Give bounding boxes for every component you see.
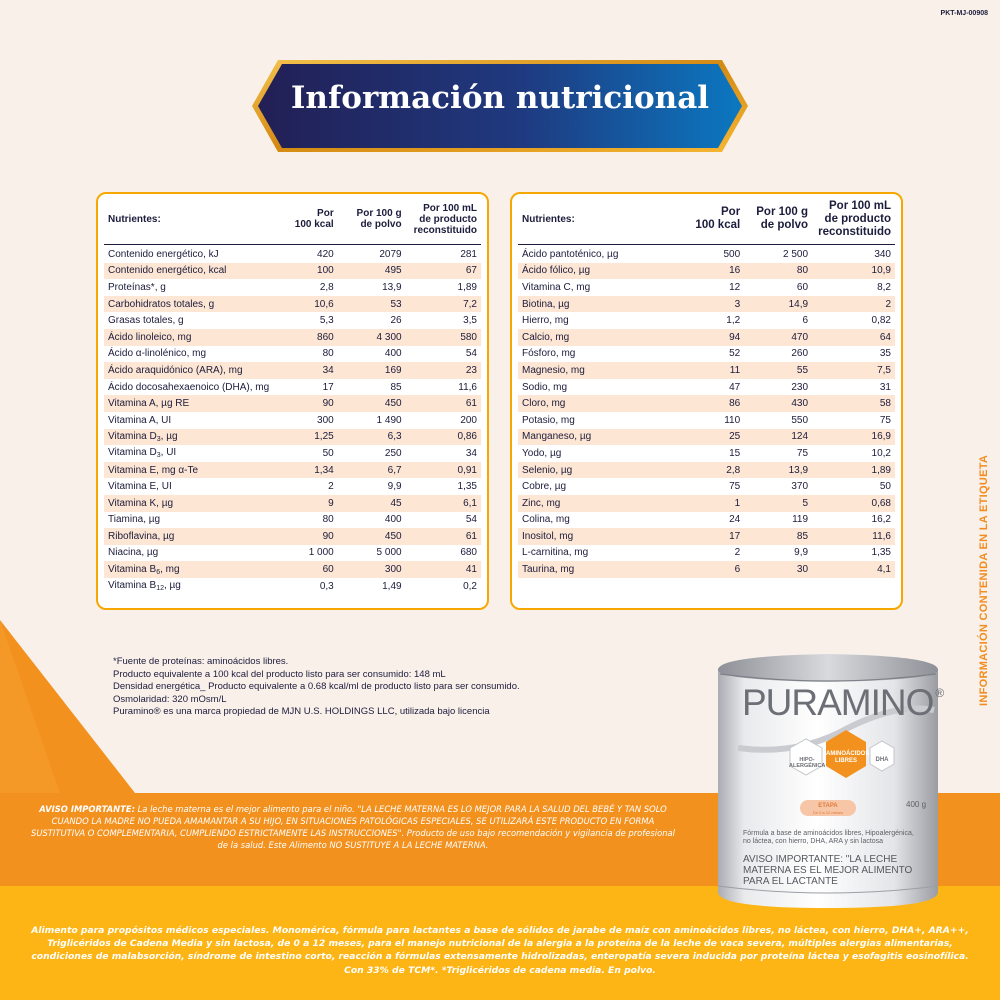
nutrient-value: 400 <box>338 346 406 363</box>
table-row <box>518 346 895 363</box>
nutrient-value: 10,2 <box>812 445 895 462</box>
nutrient-value: 2 <box>812 296 895 313</box>
nutrient-value: 86 <box>684 395 744 412</box>
nutrient-value: 9,9 <box>744 545 812 562</box>
nutrient-value: 34 <box>406 445 481 462</box>
table-row <box>518 395 895 412</box>
nutrient-value: 60 <box>744 279 812 296</box>
nutrient-value: 15 <box>684 445 744 462</box>
nutrient-value: 100 <box>277 263 337 280</box>
nutrient-value: 3 <box>684 296 744 313</box>
nutrient-value: 6,1 <box>406 495 481 512</box>
nutrient-name: Taurina, mg <box>518 561 684 578</box>
nutrient-value: 450 <box>338 395 406 412</box>
nutrient-name: Carbohidratos totales, g <box>104 296 277 313</box>
footnote: Osmolaridad: 320 mOsm/L <box>113 693 227 705</box>
col-header-per-100ml: Por 100 mL de producto reconstituido <box>406 194 481 245</box>
nutrient-name: Ácido linoleico, mg <box>104 329 277 346</box>
nutrient-value: 80 <box>277 346 337 363</box>
table-row <box>104 578 481 595</box>
nutrient-value: 52 <box>684 346 744 363</box>
nutrient-value: 470 <box>744 329 812 346</box>
nutrient-name: Biotina, µg <box>518 296 684 313</box>
footnotes <box>113 656 520 719</box>
nutrient-value: 14,9 <box>744 296 812 313</box>
table-row <box>104 379 481 396</box>
table-row <box>104 263 481 280</box>
nutrient-value: 1,35 <box>406 478 481 495</box>
nutrient-name: Manganeso, µg <box>518 429 684 446</box>
nutrient-value: 860 <box>277 329 337 346</box>
table-row <box>104 312 481 329</box>
nutrient-value: 26 <box>338 312 406 329</box>
nutrient-name: Colina, mg <box>518 512 684 529</box>
nutrient-value: 58 <box>812 395 895 412</box>
can-warning: AVISO IMPORTANTE: "LA LECHE MATERNA ES EL MEJOR ALIMENTO PARA EL LACTANTE <box>743 854 913 887</box>
nutrient-value: 550 <box>744 412 812 429</box>
footnote: Densidad energética_ Producto equivalente a 0.68 kcal/ml de producto listo para ser consumido. <box>113 681 520 692</box>
nutrient-value: 50 <box>812 478 895 495</box>
nutrient-value: 10,9 <box>812 263 895 280</box>
nutrient-name: Ácido araquidónico (ARA), mg <box>104 362 277 379</box>
table-row <box>518 545 895 562</box>
nutrient-name: Proteínas*, g <box>104 279 277 296</box>
nutrient-value: 281 <box>406 245 481 263</box>
dha-badge: DHA <box>875 757 889 763</box>
col-header-per-100kcal: Por 100 kcal <box>684 194 744 245</box>
nutrient-value: 54 <box>406 512 481 529</box>
table-row <box>518 561 895 578</box>
nutrient-value: 75 <box>744 445 812 462</box>
nutrient-value: 2 <box>684 545 744 562</box>
can-stage-label: ETAPA <box>818 803 838 809</box>
nutrient-name: Vitamina $B_{12}$, µg <box>104 578 277 595</box>
nutrient-value: 680 <box>406 545 481 562</box>
nutrient-value: 1,35 <box>812 545 895 562</box>
col-header-nutrients: Nutrientes: <box>104 194 277 245</box>
nutrient-value: 580 <box>406 329 481 346</box>
nutrient-name: Magnesio, mg <box>518 362 684 379</box>
nutrient-name: Contenido energético, kcal <box>104 263 277 280</box>
nutrient-name: Yodo, µg <box>518 445 684 462</box>
nutrient-name: Fósforo, mg <box>518 346 684 363</box>
nutrient-value: 17 <box>277 379 337 396</box>
nutrient-value: 124 <box>744 429 812 446</box>
table-row <box>104 495 481 512</box>
nutrient-value: 45 <box>338 495 406 512</box>
nutrient-name: Zinc, mg <box>518 495 684 512</box>
nutrient-value: 35 <box>812 346 895 363</box>
nutrient-value: 12 <box>684 279 744 296</box>
table-row <box>104 346 481 363</box>
table-row <box>518 379 895 396</box>
table-row <box>518 445 895 462</box>
nutrient-value: 25 <box>684 429 744 446</box>
nutrient-name: Potasio, mg <box>518 412 684 429</box>
table-row <box>518 495 895 512</box>
hypoallergenic-badge: HIPO- ALERGÉNICA <box>789 757 826 769</box>
nutrient-value: 260 <box>744 346 812 363</box>
nutrient-value: 16,9 <box>812 429 895 446</box>
nutrient-value: 60 <box>277 561 337 578</box>
nutrient-value: 64 <box>812 329 895 346</box>
nutrient-value: 1,49 <box>338 578 406 595</box>
nutrient-value: 2,8 <box>277 279 337 296</box>
nutrient-value: 110 <box>684 412 744 429</box>
nutrient-name: Grasas totales, g <box>104 312 277 329</box>
table-row <box>104 528 481 545</box>
can-stage-sub: De 0 a 12 meses <box>812 810 844 815</box>
nutrient-name: Vitamina A, µg RE <box>104 395 277 412</box>
nutrient-value: 2 500 <box>744 245 812 263</box>
nutrient-name: Vitamina E, UI <box>104 478 277 495</box>
col-header-per-100g: Por 100 g de polvo <box>744 194 812 245</box>
nutrient-value: 11,6 <box>812 528 895 545</box>
can-description: Fórmula a base de aminoácidos libres, Hipoalergénica, no láctea, con hierro, DHA, ARA y sin lactosa <box>743 830 914 845</box>
nutrient-value: 11,6 <box>406 379 481 396</box>
nutrient-value: 16,2 <box>812 512 895 529</box>
nutrition-table-left <box>96 192 489 610</box>
free-aminoacids-badge: AMINOÁCIDOS LIBRES <box>826 751 870 764</box>
nutrient-value: 0,2 <box>406 578 481 595</box>
nutrient-value: 61 <box>406 395 481 412</box>
table-row <box>104 545 481 562</box>
table-row <box>518 478 895 495</box>
nutrient-name: Vitamina $B_6$, mg <box>104 561 277 578</box>
nutrient-value: 119 <box>744 512 812 529</box>
nutrient-name: Sodio, mg <box>518 379 684 396</box>
nutrient-value: 1 <box>684 495 744 512</box>
nutrient-name: Ácido pantoténico, µg <box>518 245 684 263</box>
table-row <box>104 329 481 346</box>
nutrient-value: 10,6 <box>277 296 337 313</box>
nutrient-name: L-carnitina, mg <box>518 545 684 562</box>
nutrient-value: 1,25 <box>277 429 337 446</box>
table-row <box>518 512 895 529</box>
nutrient-value: 80 <box>277 512 337 529</box>
nutrient-value: 13,9 <box>744 462 812 479</box>
table-row <box>518 263 895 280</box>
nutrient-value: 80 <box>744 263 812 280</box>
nutrient-value: 4,1 <box>812 561 895 578</box>
important-notice-body: La leche materna es el mejor alimento para el niño. "LA LECHE MATERNA ES LO MEJOR PARA LA SALUD DEL BEBÉ Y TAN SOLO CUANDO LA MADRE NO PUEDA AMAMANTAR A SU HIJO, EN SITUACIONES PATOLÓGICAS ESPECIALES, SE UTILIZARÁ ESTE PRODUCTO EN FORMA SUSTITUTIVA O COMPLEMENTARIA, CUMPLIENDO ESTRICTAMENTE LAS INSTRUCCIONES". Producto de uso bajo recomendación y vigilancia de profesional de la salud. Este Alimento NO SUSTITUYE A LA LECHE MATERNA. <box>31 804 675 850</box>
nutrient-value: 23 <box>406 362 481 379</box>
table-row <box>104 561 481 578</box>
nutrient-name: Vitamina A, UI <box>104 412 277 429</box>
table-row <box>104 462 481 479</box>
nutrient-value: 6 <box>684 561 744 578</box>
footnote: Puramino® es una marca propiedad de MJN U.S. HOLDINGS LLC, utilizada bajo licencia <box>113 706 490 717</box>
nutrient-value: 6,7 <box>338 462 406 479</box>
nutrient-name: Ácido fólico, µg <box>518 263 684 280</box>
nutrient-value: 11 <box>684 362 744 379</box>
table-row <box>104 296 481 313</box>
nutrient-value: 1,34 <box>277 462 337 479</box>
table-row <box>104 279 481 296</box>
nutrient-value: 1,89 <box>812 462 895 479</box>
table-row <box>518 329 895 346</box>
table-row <box>104 478 481 495</box>
nutrient-value: 0,3 <box>277 578 337 595</box>
nutrient-value: 55 <box>744 362 812 379</box>
nutrient-value: 300 <box>277 412 337 429</box>
nutrient-name: Ácido α-linolénico, mg <box>104 346 277 363</box>
nutrient-value: 0,68 <box>812 495 895 512</box>
nutrient-value: 1 490 <box>338 412 406 429</box>
nutrient-name: Cobre, µg <box>518 478 684 495</box>
nutrient-value: 500 <box>684 245 744 263</box>
table-row <box>104 245 481 263</box>
col-header-per-100g: Por 100 g de polvo <box>338 194 406 245</box>
nutrient-name: Vitamina $D_3$, µg <box>104 429 277 446</box>
page-title: Información nutricional <box>290 80 710 116</box>
nutrient-value: 75 <box>684 478 744 495</box>
nutrient-value: 90 <box>277 395 337 412</box>
nutrient-value: 75 <box>812 412 895 429</box>
nutrient-value: 169 <box>338 362 406 379</box>
table-row <box>518 296 895 313</box>
product-code: PKT-MJ-00908 <box>940 10 988 17</box>
table-row <box>518 412 895 429</box>
nutrient-value: 85 <box>744 528 812 545</box>
nutrient-name: Vitamina E, mg α-Te <box>104 462 277 479</box>
nutrient-value: 31 <box>812 379 895 396</box>
nutrient-value: 200 <box>406 412 481 429</box>
table-row <box>104 445 481 462</box>
nutrient-value: 1 000 <box>277 545 337 562</box>
nutrient-value: 5 <box>744 495 812 512</box>
nutrient-name: Ácido docosahexaenoico (DHA), mg <box>104 379 277 396</box>
nutrient-value: 9 <box>277 495 337 512</box>
vertical-label: INFORMACIÓN CONTENIDA EN LA ETIQUETA <box>978 454 990 706</box>
nutrient-value: 2079 <box>338 245 406 263</box>
table-row <box>518 245 895 263</box>
table-row <box>518 528 895 545</box>
nutrient-value: 3,5 <box>406 312 481 329</box>
nutrient-value: 430 <box>744 395 812 412</box>
nutrient-value: 420 <box>277 245 337 263</box>
nutrient-name: Vitamina $D_3$, UI <box>104 445 277 462</box>
nutrient-value: 0,86 <box>406 429 481 446</box>
nutrient-value: 6,3 <box>338 429 406 446</box>
nutrient-value: 6 <box>744 312 812 329</box>
nutrient-value: 5,3 <box>277 312 337 329</box>
table-row <box>104 362 481 379</box>
table-row <box>104 395 481 412</box>
nutrient-value: 0,82 <box>812 312 895 329</box>
nutrient-value: 2 <box>277 478 337 495</box>
table-row <box>104 429 481 446</box>
nutrient-value: 50 <box>277 445 337 462</box>
col-header-per-100kcal: Por 100 kcal <box>277 194 337 245</box>
nutrient-name: Cloro, mg <box>518 395 684 412</box>
nutrient-value: 340 <box>812 245 895 263</box>
nutrient-value: 85 <box>338 379 406 396</box>
nutrient-value: 30 <box>744 561 812 578</box>
nutrient-value: 94 <box>684 329 744 346</box>
nutrient-value: 61 <box>406 528 481 545</box>
table-row <box>518 429 895 446</box>
nutrient-value: 47 <box>684 379 744 396</box>
nutrient-value: 450 <box>338 528 406 545</box>
nutrient-value: 5 000 <box>338 545 406 562</box>
nutrient-value: 230 <box>744 379 812 396</box>
nutrient-value: 53 <box>338 296 406 313</box>
nutrient-value: 250 <box>338 445 406 462</box>
nutrient-name: Tiamina, µg <box>104 512 277 529</box>
nutrient-value: 2,8 <box>684 462 744 479</box>
nutrient-value: 90 <box>277 528 337 545</box>
table-row <box>104 512 481 529</box>
nutrient-name: Hierro, mg <box>518 312 684 329</box>
can-brand-logo: PURAMINO ® <box>742 682 944 723</box>
product-description: Alimento para propósitos médicos especiales. Monomérica, fórmula para lactantes a base de sólidos de jarabe de maíz con aminoácidos libres, no láctea, con hierro, DHA+, ARA++, Triglicéridos de Cadena Media y sin lactosa, de 0 a 12 meses, para el manejo nutricional de la alergia a la proteína de la leche de vaca severa, múltiples alergias alimentarias, condiciones de malabsorción, síndrome de intestino corto, reacción a fórmulas extensamente hidrolizadas, enteropatía severa inducida por proteína láctea y esofagitis eosinofílica. Con 33% de TCM*. *Triglicéridos de cadena media. En polvo. <box>31 925 969 976</box>
nutrient-name: Calcio, mg <box>518 329 684 346</box>
nutrient-value: 17 <box>684 528 744 545</box>
nutrient-name: Contenido energético, kJ <box>104 245 277 263</box>
important-notice-lead: AVISO IMPORTANTE: <box>39 804 135 814</box>
footnote: Producto equivalente a 100 kcal del producto listo para ser consumido: 148 mL <box>113 668 446 680</box>
can-weight: 400 g <box>906 800 927 809</box>
col-header-per-100ml: Por 100 mL de producto reconstituido <box>812 194 895 245</box>
nutrient-value: 8,2 <box>812 279 895 296</box>
nutrient-value: 34 <box>277 362 337 379</box>
table-row <box>518 279 895 296</box>
nutrient-value: 24 <box>684 512 744 529</box>
nutrient-value: 4 300 <box>338 329 406 346</box>
nutrient-value: 41 <box>406 561 481 578</box>
nutrient-name: Inositol, mg <box>518 528 684 545</box>
table-row <box>518 462 895 479</box>
nutrient-value: 400 <box>338 512 406 529</box>
nutrient-name: Riboflavina, µg <box>104 528 277 545</box>
nutrient-value: 16 <box>684 263 744 280</box>
nutrient-value: 1,2 <box>684 312 744 329</box>
nutrient-name: Selenio, µg <box>518 462 684 479</box>
nutrient-value: 54 <box>406 346 481 363</box>
table-row <box>518 312 895 329</box>
nutrient-name: Niacina, µg <box>104 545 277 562</box>
nutrient-value: 13,9 <box>338 279 406 296</box>
table-row <box>104 412 481 429</box>
nutrient-value: 0,91 <box>406 462 481 479</box>
nutrient-name: Vitamina C, mg <box>518 279 684 296</box>
nutrient-value: 495 <box>338 263 406 280</box>
footnote: *Fuente de proteínas: aminoácidos libres. <box>113 656 289 667</box>
nutrient-value: 300 <box>338 561 406 578</box>
nutrient-value: 370 <box>744 478 812 495</box>
table-row <box>518 362 895 379</box>
important-notice <box>28 803 678 851</box>
nutrient-name: Vitamina K, µg <box>104 495 277 512</box>
nutrient-value: 9,9 <box>338 478 406 495</box>
nutrient-value: 7,5 <box>812 362 895 379</box>
nutrition-table-right <box>510 192 903 610</box>
nutrient-value: 7,2 <box>406 296 481 313</box>
col-header-nutrients: Nutrientes: <box>518 194 684 245</box>
nutrient-value: 67 <box>406 263 481 280</box>
nutrient-value: 1,89 <box>406 279 481 296</box>
